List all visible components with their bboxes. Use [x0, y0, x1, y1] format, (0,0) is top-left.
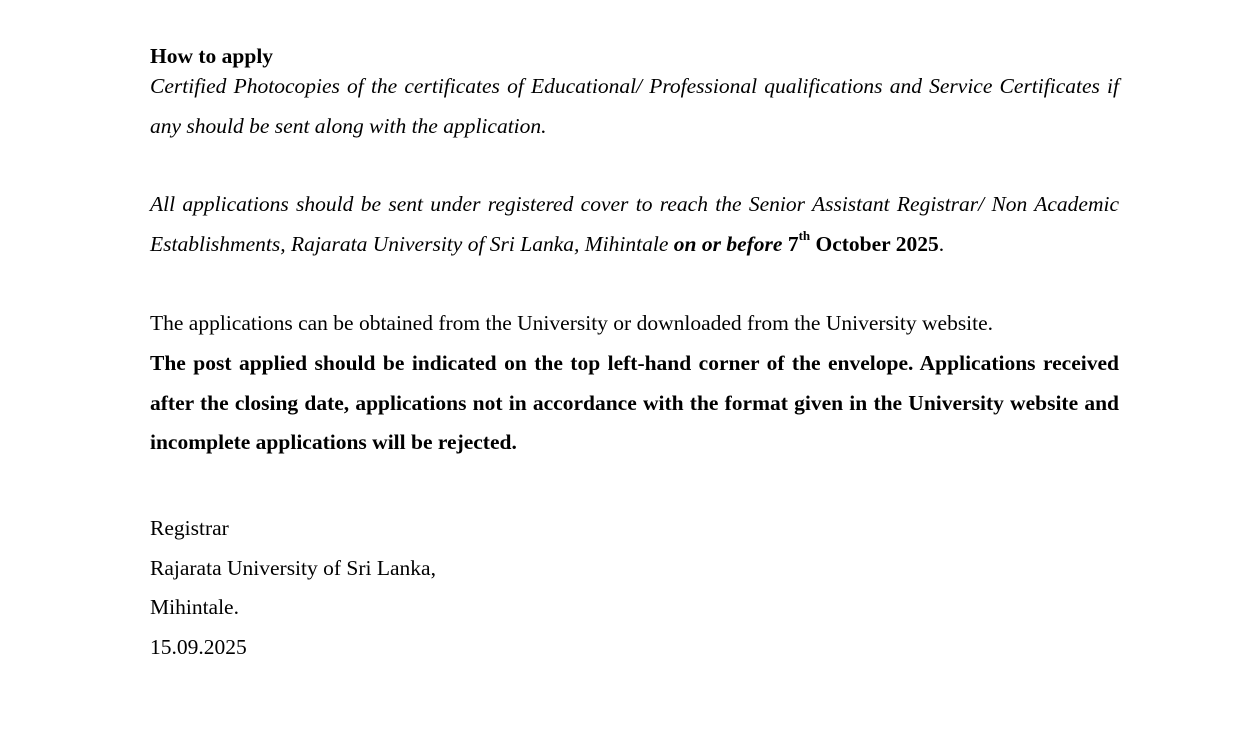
paragraph-certificates: Certified Photocopies of the certificates of Educational/ Professional qualifications and Service Certificates if any should be sent along with the application. [150, 74, 1119, 138]
deadline-day-suffix: th [798, 228, 811, 244]
signature-date: 15.09.2025 [150, 635, 247, 659]
signature-institution: Rajarata University of Sri Lanka, [150, 556, 436, 580]
paragraph-obtain: The applications can be obtained from the University or downloaded from the University website. [150, 311, 994, 335]
paragraph-rejection-notice: The post applied should be indicated on the top left-hand corner of the envelope. Applications received after the closing date, applications not in accordance with the format given in the University website and incomplete applications will be rejected. [150, 351, 1119, 454]
deadline-end: . [938, 231, 945, 256]
signature-title: Registrar [150, 516, 229, 540]
paragraph-submission [150, 185, 1119, 264]
deadline-prefix: on or before [673, 231, 783, 256]
submission-text: All applications should be sent under registered cover to reach the Senior Assistant Registrar/ Non Academic Establishments, Rajarata University of Sri Lanka, Mihintale [150, 192, 1119, 256]
section-heading: How to apply [150, 44, 274, 68]
deadline-day: 7 [787, 231, 799, 256]
deadline-month-year: October 2025 [815, 231, 939, 256]
signature-place: Mihintale. [150, 595, 239, 619]
